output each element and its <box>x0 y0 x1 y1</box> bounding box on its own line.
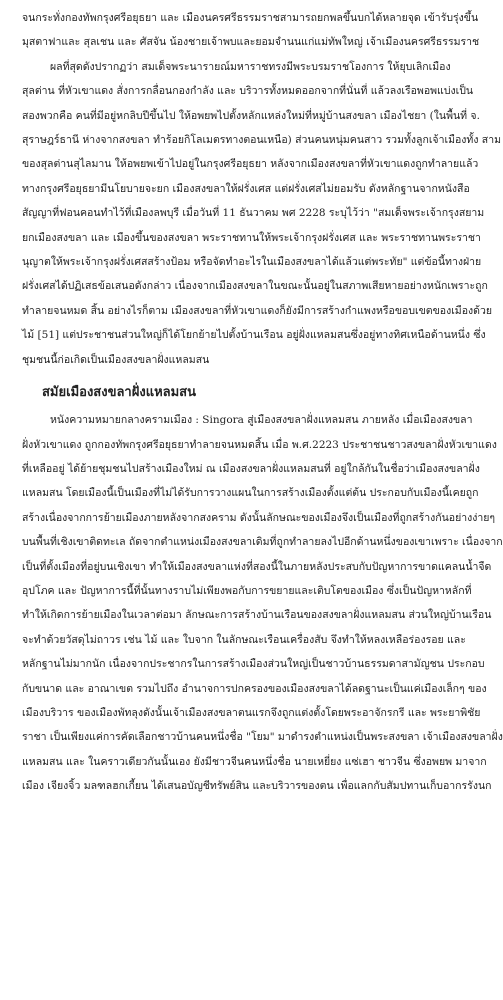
text-line: เป็นที่ตั้งเมืองที่อยู่บนเชิงเขา ทำให้เมืองสงขลาแห่งที่สองนี้ในภายหลังประสบกับปัญหาการขาดแคลนน้ำจืด <box>22 560 492 573</box>
text-line: ทำให้เกิดการย้ายเมืองในเวลาต่อมา ลักษณะการสร้างบ้านเรือนของสงขลาฝั่งแหลมสน ส่วนใหญ่บ้านเรือน <box>22 609 492 622</box>
text-line: ทำลายจนหมด สิ้น อย่างไรก็ตาม เมืองสงขลาที่หัวเขาแดงก็ยังมีการสร้างกำแพงหรือขอบเขตของเมืองด้วย <box>22 304 493 317</box>
text-line: จนกระทั่งกองทัพกรุงศรีอยุธยา และ เมืองนครศรีธรรมราชสามารถยกพลขึ้นบกได้หลายจุด เข้ารับรุ่งขึ้น <box>22 12 479 24</box>
text-line: ที่เหลืออยู่ ได้ย้ายชุมชนไปสร้างเมืองใหม่ ณ เมืองสงขลาฝั่งแหลมสนที่ อยู่ใกล้กันในชื่อว่าเมืองสงขลาฝั่ง <box>22 462 480 475</box>
text-line: ของสุลต่านสุไลมาน ให้อพยพเข้าไปอยู่ในกรุงศรีอยุธยา หลังจากเมืองสงขลาที่หัวเขาแดงถูกทำลายแล้ว <box>22 158 479 171</box>
paragraph-2 <box>22 55 502 372</box>
text-line: ราชา เป็นเพียงแค่การคัดเลือกชาวบ้านคนหนึ่งชื่อ "โยม" มาดำรงตำแหน่งเป็นพระสงขลา เจ้าเมืองสงขลาฝั่ง <box>22 731 503 744</box>
paragraph-1 <box>22 6 480 55</box>
text-line: สองพวกคือ คนที่มีอยู่หกลิบปีขึ้นไป ให้อพยพไปตั้งหลักแหล่งใหม่ที่หมู่บ้านสงขลา เมืองไชยา (ในพื้นที่ จ. <box>22 109 480 122</box>
section-heading: สมัยเมืองสงขลาฝั่งแหลมสน <box>42 385 196 401</box>
text-line: ทางกรุงศรีอยุธยามีนโยบายจะยก เมืองสงขลาให้ฝรั่งเศส แต่ฝรั่งเศสไม่ยอมรับ ดังหลักฐานจากหนังสือ <box>22 182 470 195</box>
text-line: ยกเมืองสงขลา และ เมืองขึ้นของสงขลา พระราชทานให้พระเจ้ากรุงฝรั่งเศส และ พระราชทานพระราชา <box>22 231 481 244</box>
paragraph-3 <box>22 408 503 799</box>
text-line: เมือง เจียงจิ้ว มลฑลฮกเกี้ยน ได้เสนอบัญชีทรัพย์สิน และบริวารของตน เพื่อแลกกับสัมปทานเก็บอากรรังนก <box>22 780 492 793</box>
text-line: ผลที่สุดดังปรากฏว่า สมเด็จพระนารายณ์มหาราชทรงมีพระบรมราชโองการ ให้ยุบเลิกเมือง <box>50 60 451 73</box>
text-line: แหลมสน โดยเมืองนี้เป็นเมืองที่ไม่ได้รับการวางแผนในการสร้างเมืองตั้งแต่ต้น ประกอบกับเมืองนี้เคยถูก <box>22 487 479 500</box>
text-line: สร้างเนื่องจากการย้ายเมืองภายหลังจากสงคราม ดังนั้นลักษณะของเมืองจึงเป็นเมืองที่ถูกสร้างกันอย่างง่ายๆ <box>22 511 496 524</box>
text-line: อุปโภค และ ปัญหาการนี้ที่นั้นทางราบไม่เพียงพอกับการขยายและเติบโตของเมือง ซึ่งเป็นปัญหาหลักที่ <box>22 584 472 597</box>
text-line-with-footnote: ไม้ [51] แต่ประชาชนส่วนใหญ่ก็ได้โยกย้ายไปตั้งบ้านเรือน อยู่ฝั่งแหลมสนซึ่งอยู่ทางทิศเหนือด้านหนึ่ง ซึ่ง <box>22 329 486 342</box>
text-line: ฝรั่งเศสได้ปฏิเสธข้อเสนอดังกล่าว เนื่องจากเมืองสงขลาในขณะนั้นอยู่ในสภาพเสียหายอย่างหนักเพราะถูก <box>22 280 488 293</box>
text-line: สุราษฎร์ธานี ห่างจากสงขลา ทำร้อยกิโลเมตรทางตอนเหนือ) ส่วนคนหนุ่มคนสาว รวมทั้งลูกเจ้าเมืองทั้ง สาม <box>22 134 502 147</box>
text-line: นุญาตให้พระเจ้ากรุงฝรั่งเศสสร้างป้อม หรือจัดทำอะไรในเมืองสงขลาได้แล้วแต่พระทัย" แต่ข้อนี้ทางฝ่าย <box>22 256 482 269</box>
text-line: บนพื้นที่เชิงเขาติดทะเล ถัดจากตำแหน่งเมืองสงขลาเดิมที่ถูกทำลายลงไปอีกด้านหนึ่งของเขาเพราะ เนื่องจาก <box>22 536 503 549</box>
text-line: กับขนาด และ อาณาเขต รวมไปถึง อำนาจการปกครองของเมืองสงขลาได้ลดฐานะเป็นแค่เมืองเล็กๆ ของ <box>22 682 487 695</box>
text-line: จะทำด้วยวัสดุไม่ถาวร เช่น ไม้ และ ใบจาก ในลักษณะเรือนเครื่องสับ จึงทำให้หลงเหลือร่องรอย และ <box>22 633 466 646</box>
text-line: หนังความหมายกลางครามเมือง : Singora สู่เมืองสงขลาฝั่งแหลมสน ภายหลัง เมื่อเมืองสงขลา <box>50 414 473 427</box>
text-line: สัญญาที่ฟอนคอนทำไว้ที่เมืองลพบุรี เมื่อวันที่ 11 ธันวาคม พศ 2228 ระบุไว้ว่า "สมเด็จพระเจ้ากรุงสยาม <box>22 207 485 220</box>
text-line: เมืองบริวาร ของเมืองพัทลุงดังนั้นเจ้าเมืองสงขลาตนแรกจึงถูกแต่งตั้งโดยพระอาจักรกรี และ พระยาพิชัย <box>22 706 481 719</box>
text-line: สุลต่าน ที่หัวเขาแดง สั่งการกลื่อนกองกำลัง และ บริวารทั้งหมดออกจากที่นั่นที่ แล้วลงเรือพอพแบ่งเป็น <box>22 85 474 98</box>
text-line: ฝั่งหัวเขาแดง ถูกกองทัพกรุงศรีอยุธยาทำลายจนหมดสิ้น เมื่อ พ.ศ.2223 ประชาชนชาวสงขลาฝั่งหัวเขาแดง <box>22 438 497 451</box>
text-line: แหลมสน และ ในคราวเดียวกันนั้นเอง ยังมีชาวจีนคนหนึ่งชื่อ นายเหยี่ยง แซ่เฮา ชาวจีน ซึ่งอพยพ มาจาก <box>22 755 487 768</box>
text-line: หลักฐานไม่มากนัก เนื่องจากประชากรในการสร้างเมืองส่วนใหญ่เป็นชาวบ้านธรรมดาสามัญชน ประกอบ <box>22 658 485 671</box>
text-line: มุสตาฟาและ สุลเชน และ ศัสจัน น้องชายเจ้าพบและยอมจำนนแก่แม่ทัพใหญ่ เจ้าเมืองนครศรีธรรมราช <box>22 36 480 49</box>
text-line: ชุมชนนี้ก่อเกิดเป็นเมืองสงขลาฝั่งแหลมสน <box>22 353 210 366</box>
